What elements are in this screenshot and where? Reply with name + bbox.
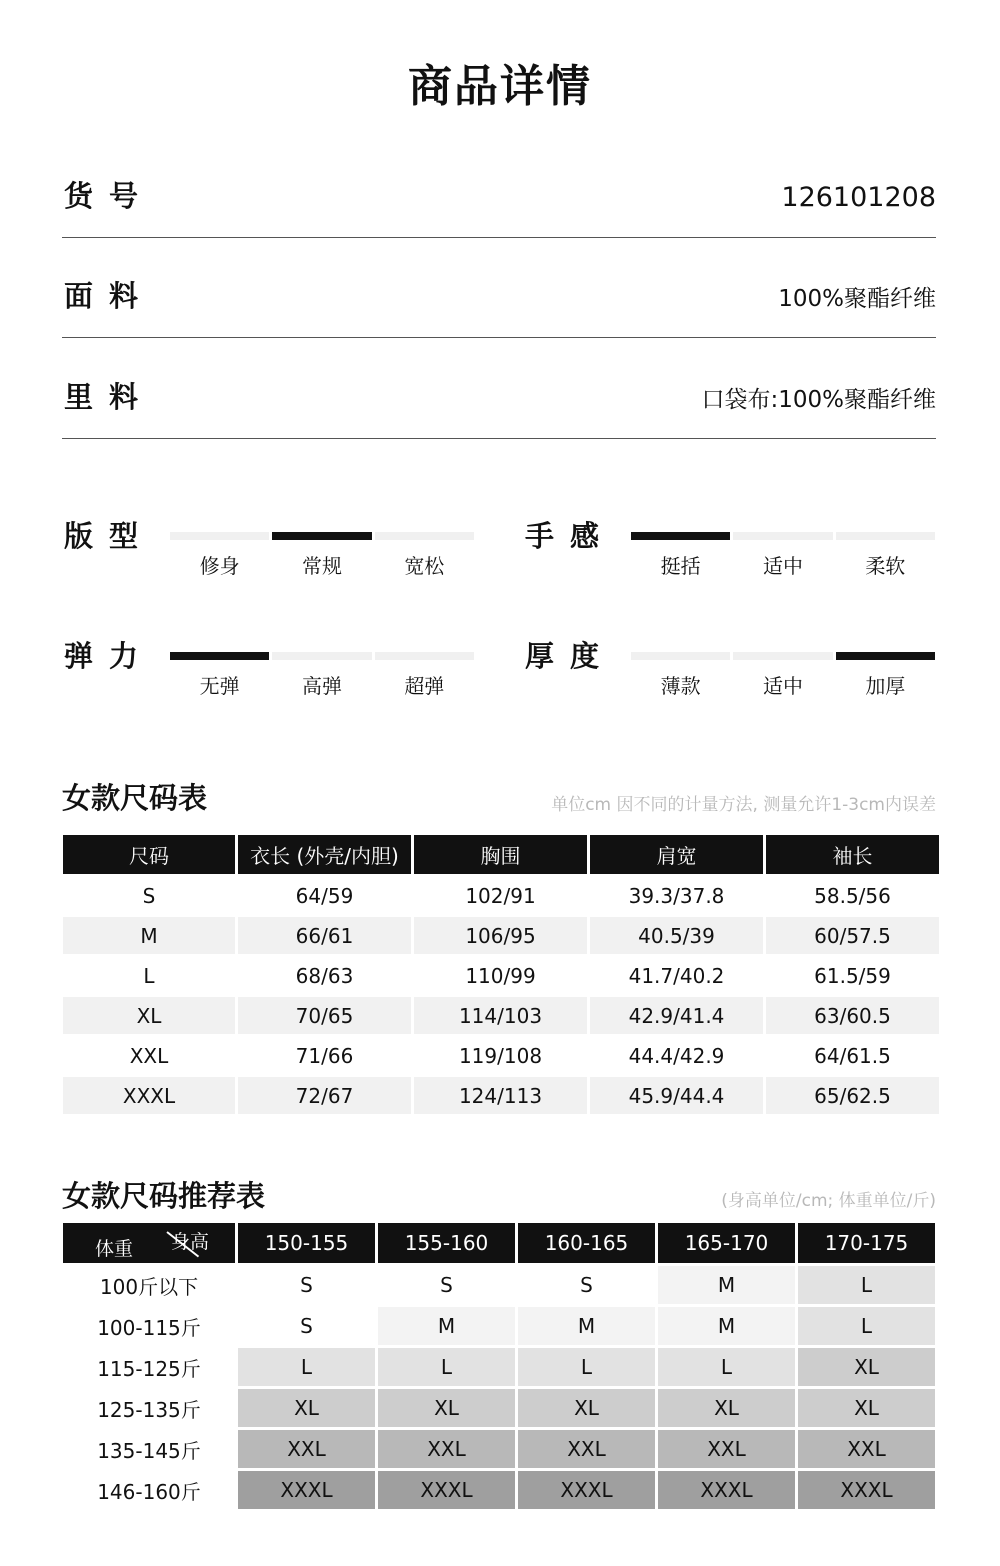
attr-stretch-option-1: 高弹 (301, 674, 342, 698)
table-row (63, 917, 939, 954)
size-chart-header-2: 胸围 (414, 835, 587, 874)
attr-stretch (62, 634, 474, 704)
weight-label: 135-145斤 (63, 1430, 235, 1468)
attr-stretch-option-2: 超弹 (404, 674, 445, 698)
recommend-cell: L (238, 1348, 375, 1386)
size-chart-cell: 71/66 (295, 1043, 354, 1068)
attr-feel-bar-0 (631, 532, 730, 540)
attr-fit-bar-2 (375, 532, 474, 540)
table-row (63, 1389, 935, 1427)
size-chart-cell: 58.5/56 (814, 883, 891, 908)
table-row (63, 1077, 939, 1114)
recommend-note: (身高单位/cm; 体重单位/斤) (721, 1191, 936, 1211)
size-chart-cell: 39.3/37.8 (628, 883, 725, 908)
recommend-cell: S (518, 1266, 655, 1304)
table-row (63, 1471, 935, 1509)
attr-thickness-option-1: 适中 (762, 674, 803, 698)
fabric-label: 面料 (64, 279, 155, 313)
corner-height-label: 身高 (170, 1231, 209, 1253)
attr-fit-label: 版型 (64, 519, 155, 553)
fabric-value: 100%聚酯纤维 (778, 286, 936, 312)
article-number-row (62, 138, 936, 238)
lining-label: 里料 (64, 380, 155, 414)
fabric-row (62, 238, 936, 338)
attr-thickness-options (631, 670, 935, 699)
recommend-corner-cell (63, 1223, 235, 1263)
table-row (63, 1430, 935, 1468)
size-chart-cell: 41.7/40.2 (628, 963, 725, 988)
attr-thickness (523, 634, 935, 704)
attr-fit-option-1: 常规 (301, 554, 342, 578)
attr-fit-option-2: 宽松 (404, 554, 445, 578)
size-chart-header-3: 肩宽 (590, 835, 763, 874)
size-chart-cell: 40.5/39 (590, 917, 763, 954)
size-chart-header-row (63, 835, 939, 874)
size-chart-cell: 64/61.5 (814, 1043, 891, 1068)
size-chart-header-0: 尺码 (63, 835, 235, 874)
recommend-cell: L (658, 1348, 795, 1386)
size-chart-cell: 72/67 (238, 1077, 411, 1114)
height-header-1: 155-160 (378, 1223, 515, 1263)
size-chart-cell: 68/63 (295, 963, 354, 988)
recommend-cell: L (798, 1266, 935, 1304)
recommend-cell: XL (238, 1389, 375, 1427)
table-row (63, 1348, 935, 1386)
recommend-cell: XXXL (378, 1471, 515, 1509)
recommend-cell: XXXL (518, 1471, 655, 1509)
size-chart-cell: 110/99 (465, 963, 536, 988)
size-chart-cell: L (143, 963, 155, 988)
size-chart-cell: 66/61 (238, 917, 411, 954)
size-chart-cell: 119/108 (458, 1043, 543, 1068)
table-row (63, 957, 939, 994)
recommend-cell: S (378, 1266, 515, 1304)
weight-label: 125-135斤 (63, 1389, 235, 1427)
article-number-label: 货号 (64, 179, 155, 213)
recommend-cell: L (518, 1348, 655, 1386)
recommend-cell: XL (658, 1389, 795, 1427)
recommend-cell: XL (378, 1389, 515, 1427)
recommend-cell: XL (518, 1389, 655, 1427)
size-chart-cell: 70/65 (238, 997, 411, 1034)
table-row (63, 997, 939, 1034)
height-header-4: 170-175 (798, 1223, 935, 1263)
page-title: 商品详情 (408, 61, 592, 112)
size-chart-cell: XXL (129, 1043, 169, 1068)
attr-fit-bars (170, 532, 474, 540)
size-chart-cell: 102/91 (465, 883, 536, 908)
recommend-table (60, 1220, 938, 1512)
table-row (63, 1307, 935, 1345)
lining-row (62, 339, 936, 439)
attr-thickness-label: 厚度 (525, 639, 616, 673)
attr-feel-options (631, 550, 935, 579)
attr-fit (62, 514, 474, 584)
size-chart-title: 女款尺码表 (62, 781, 208, 815)
attr-feel-option-0: 挺括 (660, 554, 701, 578)
attr-feel-bars (631, 532, 935, 540)
recommend-cell: S (238, 1307, 375, 1345)
size-chart-cell: 61.5/59 (814, 963, 891, 988)
size-chart-cell: 63/60.5 (766, 997, 939, 1034)
recommend-cell: XXXL (238, 1471, 375, 1509)
table-row (63, 1037, 939, 1074)
recommend-cell: XL (798, 1348, 935, 1386)
size-chart-cell: 65/62.5 (766, 1077, 939, 1114)
attr-fit-bar-0 (170, 532, 269, 540)
attr-feel-label: 手感 (525, 519, 616, 553)
attr-stretch-label: 弹力 (64, 639, 155, 673)
size-chart-cell: XL (63, 997, 235, 1034)
recommend-cell: L (378, 1348, 515, 1386)
size-chart-cell: 106/95 (414, 917, 587, 954)
recommend-cell: XXXL (658, 1471, 795, 1509)
size-chart-cell: 64/59 (295, 883, 354, 908)
size-chart-cell: M (63, 917, 235, 954)
recommend-cell: M (378, 1307, 515, 1345)
size-chart-header-1: 衣长 (外壳/内胆) (238, 835, 411, 874)
attr-stretch-bar-0 (170, 652, 269, 660)
weight-label: 100-115斤 (63, 1307, 235, 1345)
weight-label: 115-125斤 (63, 1348, 235, 1386)
recommend-cell: M (658, 1266, 795, 1304)
attr-fit-options (170, 550, 474, 579)
height-header-2: 160-165 (518, 1223, 655, 1263)
size-chart-body (63, 877, 939, 1114)
attr-thickness-bar-1 (733, 652, 832, 660)
attr-feel-bar-1 (733, 532, 832, 540)
attr-stretch-options (170, 670, 474, 699)
attr-thickness-bar-0 (631, 652, 730, 660)
size-chart-cell: 114/103 (414, 997, 587, 1034)
attr-feel-bar-2 (836, 532, 935, 540)
height-header-3: 165-170 (658, 1223, 795, 1263)
recommend-header-row (63, 1223, 935, 1263)
size-chart-header-4: 袖长 (766, 835, 939, 874)
size-chart-cell: XXXL (63, 1077, 235, 1114)
recommend-cell: XXL (378, 1430, 515, 1468)
attr-thickness-bars (631, 652, 935, 660)
lining-value: 口袋布:100%聚酯纤维 (701, 387, 936, 413)
recommend-cell: XXL (798, 1430, 935, 1468)
attr-thickness-option-2: 加厚 (865, 674, 906, 698)
recommend-cell: S (238, 1266, 375, 1304)
size-chart-cell: 124/113 (414, 1077, 587, 1114)
recommend-title: 女款尺码推荐表 (62, 1179, 266, 1213)
recommend-cell: XXL (238, 1430, 375, 1468)
article-number-value: 126101208 (781, 182, 936, 213)
table-row (63, 877, 939, 914)
attr-thickness-option-0: 薄款 (660, 674, 701, 698)
attr-stretch-bar-2 (375, 652, 474, 660)
attr-feel (523, 514, 935, 584)
attr-feel-option-1: 适中 (762, 554, 803, 578)
attr-fit-bar-1 (272, 532, 371, 540)
size-chart-cell: 45.9/44.4 (590, 1077, 763, 1114)
table-row (63, 1266, 935, 1304)
recommend-body (63, 1266, 935, 1509)
corner-weight-label: 体重 (95, 1238, 134, 1260)
size-chart-cell: 44.4/42.9 (628, 1043, 725, 1068)
attr-feel-option-2: 柔软 (865, 554, 906, 578)
height-header-0: 150-155 (238, 1223, 375, 1263)
weight-label: 146-160斤 (63, 1471, 235, 1509)
attr-stretch-option-0: 无弹 (199, 674, 240, 698)
attr-fit-option-0: 修身 (199, 554, 240, 578)
attr-stretch-bars (170, 652, 474, 660)
recommend-cell: XXL (658, 1430, 795, 1468)
size-chart-note: 单位cm 因不同的计量方法, 测量允许1-3cm内误差 (551, 795, 936, 815)
recommend-cell: XL (798, 1389, 935, 1427)
size-chart-table (60, 832, 942, 1117)
recommend-cell: M (658, 1307, 795, 1345)
weight-label: 100斤以下 (63, 1266, 235, 1304)
recommend-cell: M (518, 1307, 655, 1345)
attr-stretch-bar-1 (272, 652, 371, 660)
recommend-cell: L (798, 1307, 935, 1345)
recommend-cell: XXL (518, 1430, 655, 1468)
attr-thickness-bar-2 (836, 652, 935, 660)
recommend-cell: XXXL (798, 1471, 935, 1509)
size-chart-cell: 42.9/41.4 (590, 997, 763, 1034)
size-chart-cell: 60/57.5 (766, 917, 939, 954)
size-chart-cell: S (142, 883, 156, 908)
